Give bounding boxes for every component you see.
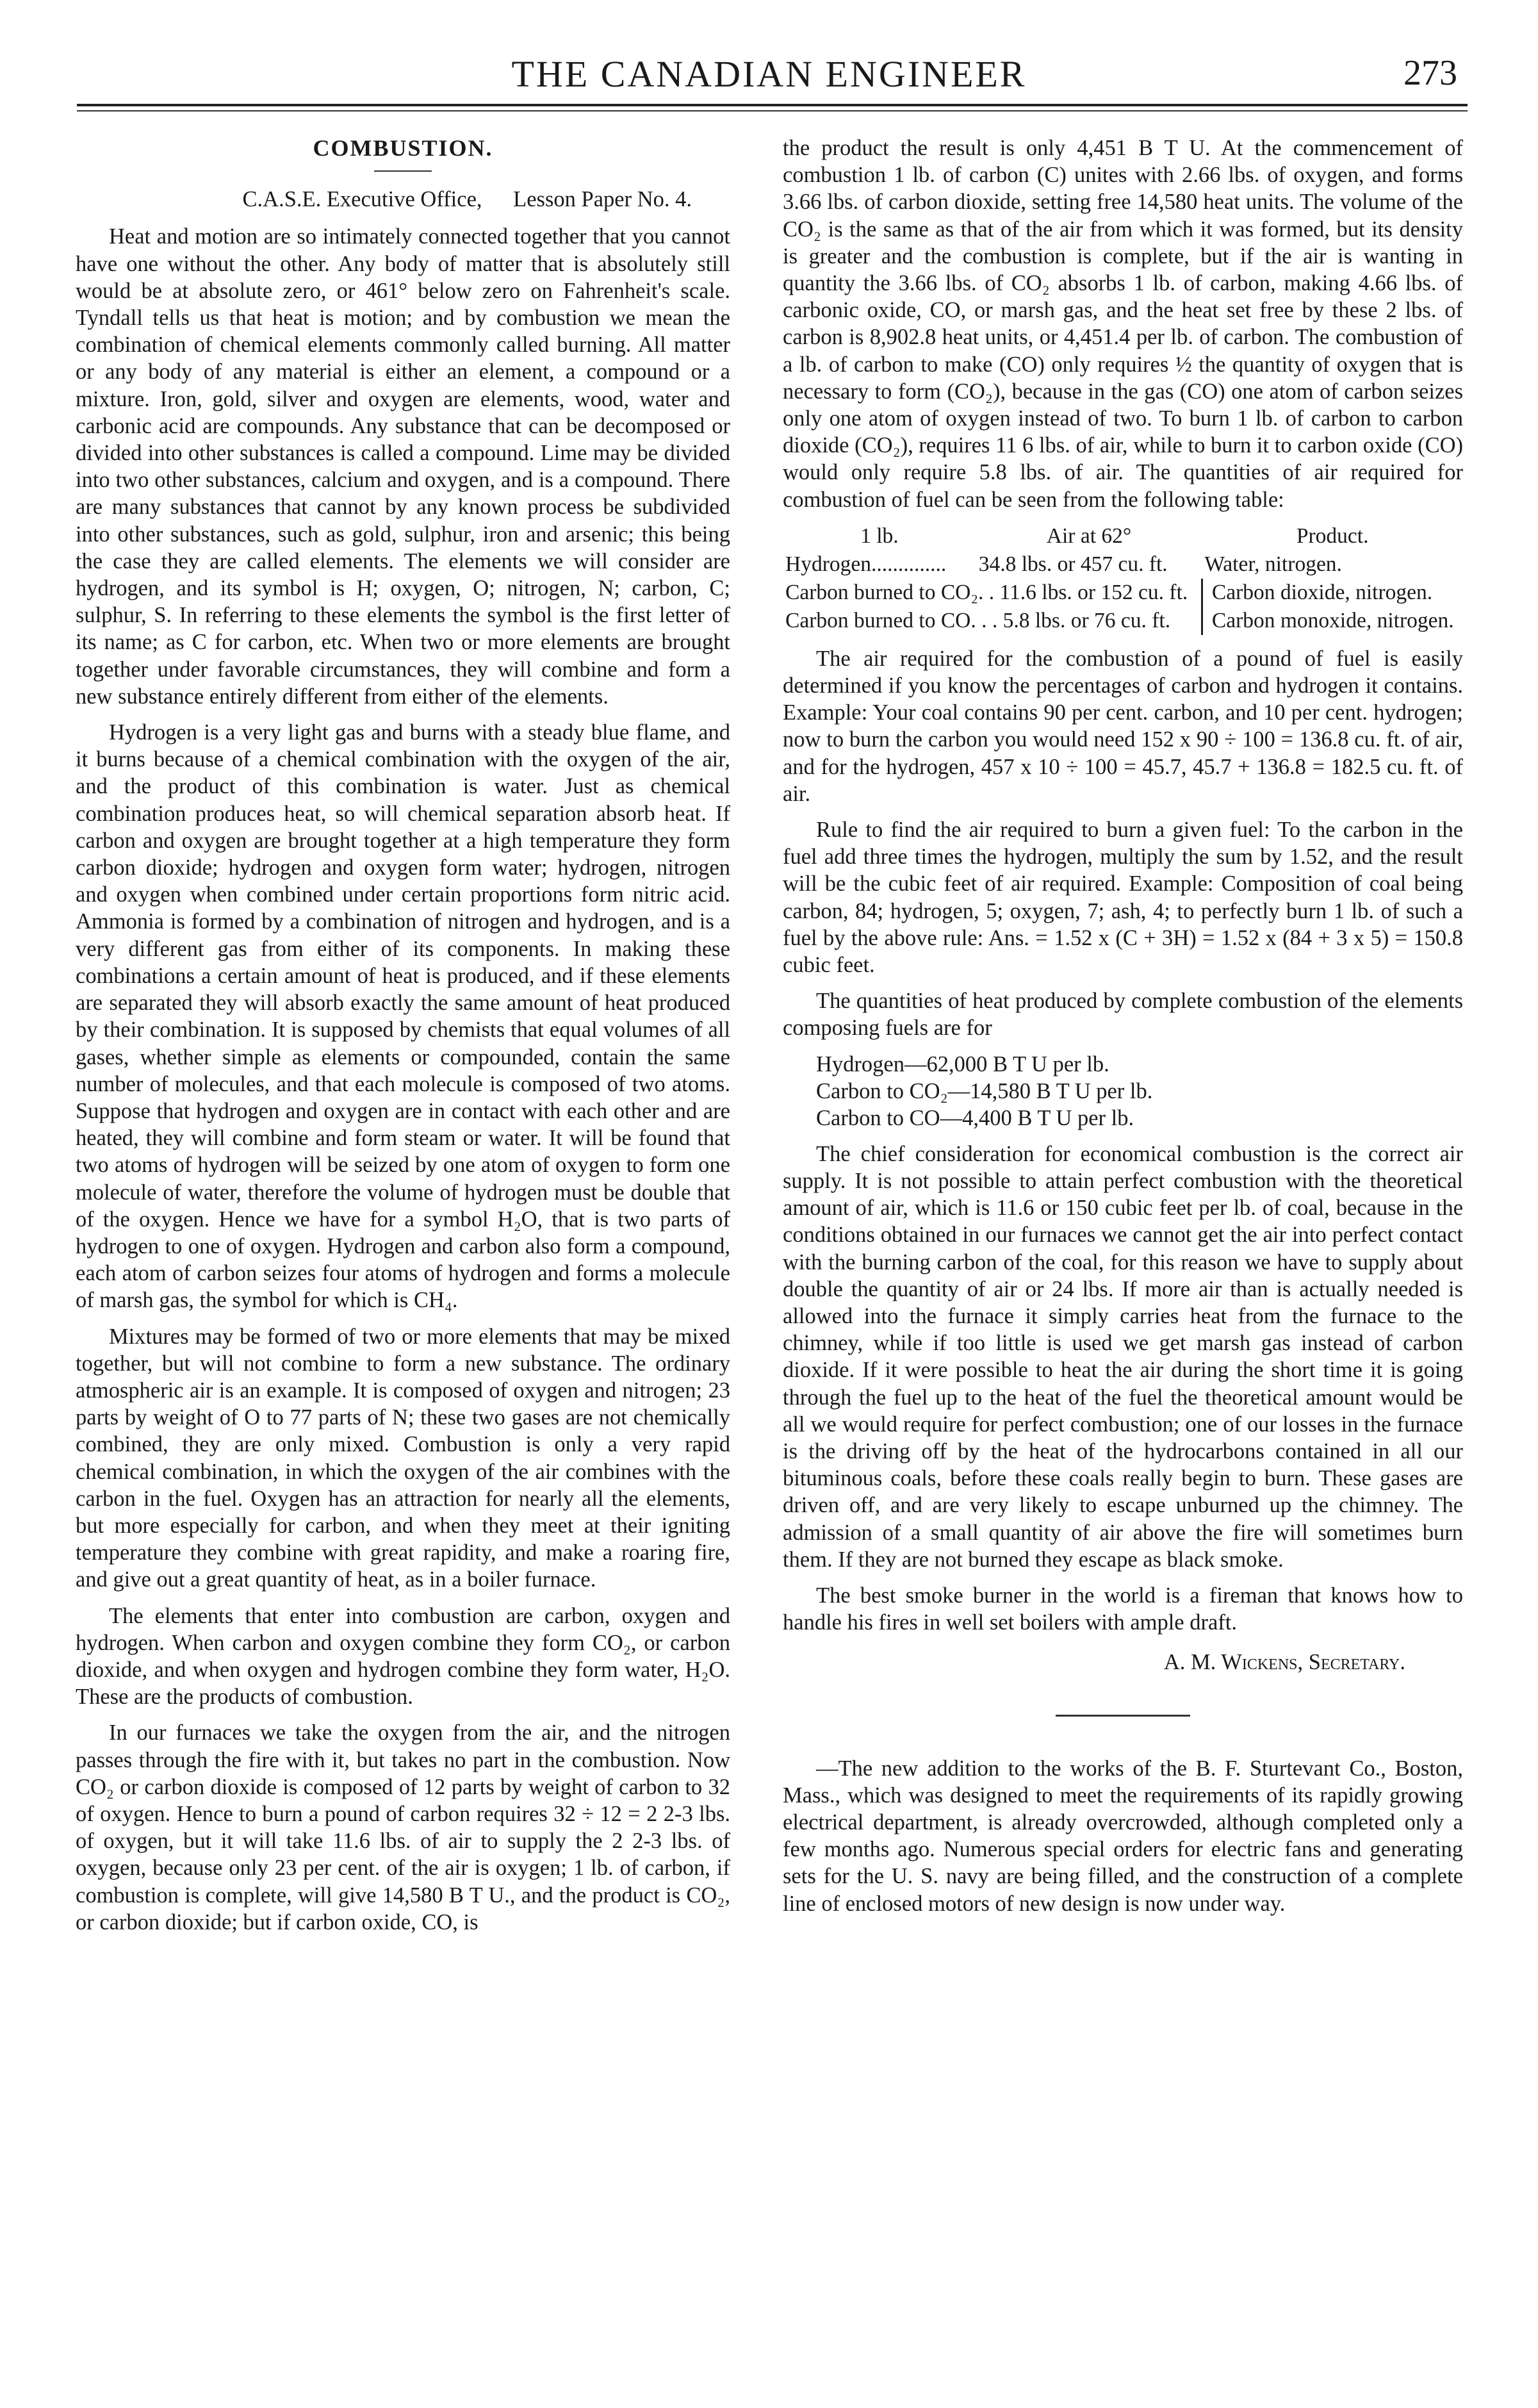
table-cell-fuel: Carbon burned to CO. . . 5.8 lbs. or 76 cu. ft. (785, 608, 1171, 632)
header-rule-thin (77, 110, 1468, 111)
signature: A. M. Wickens, Secretary. (1163, 1650, 1405, 1675)
paragraph: Heat and motion are so intimately connected together that you cannot have one without the other. Any body of matter that is absolutely still would be at absolute zero, or 461° below zero on Fahrenheit's scale. Tyndall tells us that heat is motion; and by combustion we mean the combination of chemical elements commonly called burning. All matter or any body of any material is either an element, a compound or a mixture. Iron, gold, silver and oxygen are elements, wood, water and carbonic acid are compounds. Any substance that can be decomposed or divided into other substances is called a compound. Lime may be divided into two other substances, calcium and oxygen, and is a compound. There are many substances that cannot by any known process be subdivided into other substances, such as gold, sulphur, iron and arsenic; this being the case they are called elements. The elements we will consider are hydrogen, and its symbol is H; oxygen, O; nitrogen, N; carbon, C; sulphur, S. In referring to these elements the symbol is the first letter of its name; as C for carbon, etc. When two or more elements are brought together under favorable circumstances, they will combine and form a new substance entirely different from either of the elements. (76, 224, 730, 709)
table-header: 1 lb. (860, 524, 899, 548)
table-header: Product. (1296, 524, 1369, 548)
left-column (76, 135, 730, 1945)
table-row (783, 550, 1463, 579)
paragraph: In our furnaces we take the oxygen from the air, and the nitrogen passes through the fire with it, but takes no part in the combustion. Now CO₂ or carbon dioxide is composed of 12 parts by weight of carbon to 32 of oxygen. Hence to burn a pound of carbon requires 32 ÷ 12 = 2 2-3 lbs. of oxygen, but it will take 11.6 lbs. of air to supply the 2 2-3 lbs. of oxygen, because only 23 per cent. of the air is oxygen; 1 lb. of carbon, if combustion is complete, will give 14,580 B T U., and the product is CO₂, or carbon dioxide; but if carbon oxide, CO, is (76, 1720, 730, 1934)
table-cell-product: Carbon monoxide, nitrogen. (1202, 607, 1463, 635)
paragraph: Hydrogen is a very light gas and burns with a steady blue flame, and it burns because of a chemical combination with the oxygen of the air, and the product of this combination is water. Just as chemical combination produces heat, so will chemical separation absorb heat. If carbon and oxygen are brought together at a high temperature they form carbon dioxide; hydrogen and oxygen form water; hydrogen, nitrogen and oxygen when combined under certain proportions form nitric acid. Ammonia is formed by a combination of nitrogen and hydrogen, and is a very different gas from either of its components. In making these combinations a certain amount of heat is produced, and if these elements are separated they will absorb exactly the same amount of heat produced by their combination. It is supposed by chemists that equal volumes of all gases, whether simple as elements or compounded, contain the same number of molecules, and that each molecule is composed of two atoms. Suppose that hydrogen and oxygen are in contact with each other and are heated, they will combine and form steam or water. It will be found that two atoms of hydrogen will be seized by one atom of oxygen to form one molecule of water, therefore the volume of hydrogen must be double that of the oxygen. Hence we have for a symbol H₂O, that is two parts of hydrogen to one of oxygen. Hydrogen and carbon also form a compound, each atom of carbon seizes four atoms of hydrogen and forms a molecule of marsh gas, the symbol for which is CH₄. (76, 720, 730, 1313)
list-item: Carbon to CO—4,400 B T U per lb. (816, 1105, 1134, 1130)
paragraph: The chief consideration for economical combustion is the correct air supply. It is not possible to attain perfect combustion with the theoretical amount of air, which is 11.6 or 150 cubic feet per lb. of coal, because in the conditions obtained in our furnaces we cannot get the air into perfect contact with the burning carbon of the coal, for this reason we have to supply about double the quantity of air or 24 lbs. If more air than is actually needed is allowed into the furnace it simply carries heat from the furnace to the chimney, while if too little is used we get marsh gas instead of carbon dioxide. If it were possible to heat the air during the short time it is going through the fuel up to the heat of the fuel the theoretical amount would be all we would require for perfect combustion; one of our losses in the furnace is the driving off by the heat of the hydrocarbons contained in all our bituminous coals, before these coals really begin to burn. These gases are driven off, and are very likely to escape unburned up the chimney. The admission of a small quantity of air above the fire will sometimes burn them. If they are not burned they escape as black smoke. (783, 1141, 1463, 1572)
paragraph: Mixtures may be formed of two or more elements that may be mixed together, but will not combine to form a new substance. The ordinary atmospheric air is an example. It is composed of oxygen and nitrogen; 23 parts by weight of O to 77 parts of N; these two gases are not chemically combined, they are only mixed. Combustion is only a very rapid chemical combination, in which the oxygen of the air combines with the carbon in the fuel. Oxygen has an attraction for nearly all the elements, but more especially for carbon, and when they meet at their igniting temperature they combine with great rapidity, and make a roaring fire, and give out a great quantity of heat, as in a boiler furnace. (76, 1324, 730, 1592)
paragraph: The best smoke burner in the world is a fireman that knows how to handle his fires in well set boilers with ample draft. (783, 1583, 1463, 1635)
table-row (783, 607, 1463, 635)
table-cell-fuel: Hydrogen.............. (785, 552, 947, 576)
table-cell-air: 34.8 lbs. or 457 cu. ft. (978, 552, 1168, 576)
table-header-row (783, 522, 1463, 550)
byline (76, 186, 730, 213)
title-rule (374, 170, 432, 172)
list-item: Hydrogen—62,000 B T U per lb. (816, 1051, 1109, 1076)
list-item: Carbon to CO₂—14,580 B T U per lb. (816, 1078, 1153, 1103)
paragraph: Rule to find the air required to burn a given fuel: To the carbon in the fuel add three times the hydrogen, multiply the sum by 1.52, and the result will be the cubic feet of air required. Example: Composition of coal being carbon, 84; hydrogen, 5; oxygen, 7; ash, 4; to perfectly burn 1 lb. of such a fuel by the above rule: Ans. = 1.52 x (C + 3H) = 1.52 x (84 + 3 x 5) = 150.8 cubic feet. (783, 818, 1463, 978)
page-number: 273 (1403, 53, 1457, 93)
paragraph: The elements that enter into combustion are carbon, oxygen and hydrogen. When carbon and oxygen combine they form CO₂, or carbon dioxide, and when oxygen and hydrogen combine they form water, H₂O. These are the products of combustion. (76, 1603, 730, 1710)
table-row (783, 579, 1463, 607)
table-header: Air at 62° (1046, 524, 1132, 548)
paragraph: The quantities of heat produced by complete combustion of the elements composing fuels are for (783, 989, 1463, 1041)
paragraph: the product the result is only 4,451 B T U. At the commencement of combustion 1 lb. of carbon (C) unites with 2.66 lbs. of oxygen, and forms 3.66 lbs. of carbon dioxide, setting free 14,580 heat units. The volume of the CO₂ is the same as that of the air from which it was formed, but its density is greater and the combustion is complete, but if the air is wanting in quantity the 3.66 lbs. of CO₂ absorbs 1 lb. of carbon, making 4.66 lbs. of carbonic oxide, CO, or marsh gas, and the heat set free by these 2 lbs. of carbon is 8,902.8 heat units, or 4,451.4 per lb. of carbon. The combustion of a lb. of carbon to make (CO) only requires ½ the quantity of oxygen that is necessary to form (CO₂), because in the gas (CO) one atom of carbon seizes only one atom of oxygen instead of two. To burn 1 lb. of carbon to carbon dioxide (CO₂), requires 11 6 lbs. of air, while to burn it to carbon oxide (CO) would only require 5.8 lbs. of air. The quantities of air required for combustion of fuel can be seen from the following table: (783, 136, 1463, 512)
journal-title: THE CANADIAN ENGINEER (511, 53, 1027, 95)
heat-values-list (816, 1051, 1463, 1132)
table-cell-fuel: Carbon burned to CO₂. . 11.6 lbs. or 152 cu. ft. (785, 580, 1188, 604)
separator-rule (1056, 1715, 1190, 1717)
table-cell-product: Carbon dioxide, nitrogen. (1202, 579, 1463, 607)
header-rule (77, 104, 1468, 106)
news-item: —The new addition to the works of the B. F. Sturtevant Co., Boston, Mass., which was designed to meet the requirements of its rapidly growing electrical department, is already overcrowded, although completed only a few months ago. Numerous special orders for electric fans and generating sets for the U. S. navy are being filled, and the construction of a complete line of enclosed motors of new design is now under way. (783, 1756, 1463, 1916)
table-cell-product: Water, nitrogen. (1204, 552, 1342, 576)
article-title: COMBUSTION. (313, 135, 493, 161)
byline-office: C.A.S.E. Executive Office, (242, 187, 482, 212)
paragraph: The air required for the combustion of a pound of fuel is easily determined if you know the percentages of carbon and hydrogen it contains. Example: Your coal contains 90 per cent. carbon, and 10 per cent. hydrogen; now to burn the carbon you would need 152 x 90 ÷ 100 = 136.8 cu. ft. of air, and for the hydrogen, 457 x 10 ÷ 100 = 45.7, 45.7 + 136.8 = 182.5 cu. ft. of air. (783, 646, 1463, 806)
right-column (783, 135, 1463, 1926)
byline-lesson: Lesson Paper No. 4. (513, 187, 692, 212)
air-requirements-table (783, 522, 1463, 635)
